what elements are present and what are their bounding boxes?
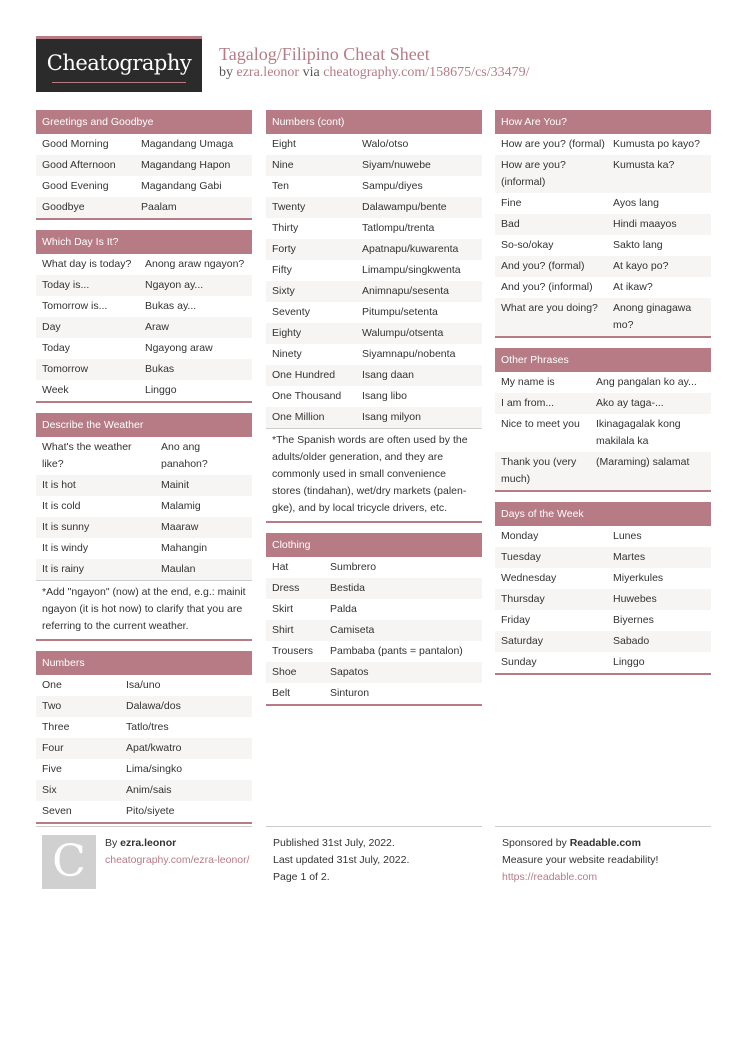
- section-which-day: [36, 230, 252, 403]
- table-row: [36, 437, 252, 475]
- translation-cell: Maaraw: [161, 521, 199, 533]
- translation-cell: Lunes: [613, 530, 642, 542]
- section-title: Numbers: [36, 651, 252, 675]
- cheatography-logo[interactable]: [36, 36, 202, 92]
- term-cell: Trousers: [272, 645, 314, 657]
- term-cell: Good Evening: [42, 180, 109, 192]
- term-cell: It is hot: [42, 479, 76, 491]
- term-cell: Dress: [272, 582, 300, 594]
- term-cell: What day is today?: [42, 258, 132, 270]
- term-cell: Thirty: [272, 222, 299, 234]
- table-row: [495, 155, 711, 193]
- translation-cell: Magandang Gabi: [141, 180, 222, 192]
- translation-cell: Sinturon: [330, 687, 370, 699]
- translation-cell: Ano ang panahon?: [161, 441, 208, 470]
- logo-underline: [52, 82, 186, 83]
- table-row: [36, 696, 252, 717]
- translation-cell: Anong ginagawa mo?: [613, 302, 692, 331]
- term-cell: Twenty: [272, 201, 306, 213]
- author-avatar[interactable]: C: [42, 835, 96, 889]
- table-row: [36, 675, 252, 696]
- table-row: [495, 393, 711, 414]
- translation-cell: Magandang Umaga: [141, 138, 234, 150]
- table-row: [495, 214, 711, 235]
- table-row: [36, 338, 252, 359]
- term-cell: Shirt: [272, 624, 294, 636]
- section-rows: [495, 134, 711, 336]
- term-cell: Today: [42, 342, 71, 354]
- section-title: Days of the Week: [495, 502, 711, 526]
- table-row: [36, 155, 252, 176]
- table-row: [36, 496, 252, 517]
- table-row: [495, 652, 711, 673]
- term-cell: Fifty: [272, 264, 292, 276]
- table-row: [495, 414, 711, 452]
- table-row: [495, 589, 711, 610]
- translation-cell: Huwebes: [613, 593, 657, 605]
- translation-cell: Animnapu/sesenta: [362, 285, 449, 297]
- sponsored-by: Sponsored by: [502, 837, 570, 849]
- translation-cell: Siyam/nuwebe: [362, 159, 431, 171]
- section-rows: [495, 372, 711, 490]
- term-cell: Week: [42, 384, 69, 396]
- section-greetings: [36, 110, 252, 220]
- translation-cell: Ayos lang: [613, 197, 659, 209]
- term-cell: Friday: [501, 614, 531, 626]
- term-cell: What's the weather like?: [42, 441, 132, 470]
- table-row: [495, 134, 711, 155]
- translation-cell: Kumusta ka?: [613, 159, 675, 171]
- translation-cell: Lima/singko: [126, 763, 183, 775]
- page-number: Page 1 of 2.: [273, 871, 330, 883]
- translation-cell: Maulan: [161, 563, 196, 575]
- table-row: [495, 526, 711, 547]
- table-row: [36, 738, 252, 759]
- term-cell: Today is...: [42, 279, 90, 291]
- footer-author-url[interactable]: cheatography.com/ezra-leonor/: [105, 854, 250, 866]
- page-title: Tagalog/Filipino Cheat Sheet: [219, 44, 430, 64]
- term-cell: Skirt: [272, 603, 293, 615]
- table-row: [36, 275, 252, 296]
- translation-cell: Pitumpu/setenta: [362, 306, 438, 318]
- table-row: [266, 599, 482, 620]
- section-title: Describe the Weather: [36, 413, 252, 437]
- translation-cell: Mahangin: [161, 542, 208, 554]
- table-row: [266, 260, 482, 281]
- term-cell: Four: [42, 742, 64, 754]
- table-row: [266, 386, 482, 407]
- section-rows: [36, 675, 252, 822]
- table-row: [36, 559, 252, 580]
- term-cell: It is cold: [42, 500, 81, 512]
- sponsor-name[interactable]: Readable.com: [569, 837, 641, 849]
- term-cell: Bad: [501, 218, 520, 230]
- translation-cell: Bukas: [145, 363, 175, 375]
- table-row: [36, 759, 252, 780]
- table-row: [36, 359, 252, 380]
- table-row: [36, 296, 252, 317]
- term-cell: Belt: [272, 687, 291, 699]
- translation-cell: Sakto lang: [613, 239, 663, 251]
- translation-cell: Sumbrero: [330, 561, 377, 573]
- term-cell: My name is: [501, 376, 555, 388]
- translation-cell: Anong araw ngayon?: [145, 258, 245, 270]
- term-cell: Five: [42, 763, 62, 775]
- term-cell: One: [42, 679, 62, 691]
- term-cell: How are you? (informal): [501, 159, 566, 188]
- section-rows: [266, 134, 482, 428]
- table-row: [266, 407, 482, 428]
- term-cell: Good Afternoon: [42, 159, 116, 171]
- translation-cell: Bestida: [330, 582, 366, 594]
- term-cell: Eighty: [272, 327, 302, 339]
- term-cell: Wednesday: [501, 572, 557, 584]
- table-row: [266, 557, 482, 578]
- table-row: [495, 298, 711, 336]
- table-row: [266, 239, 482, 260]
- translation-cell: Kumusta po kayo?: [613, 138, 700, 150]
- translation-cell: Paalam: [141, 201, 177, 213]
- term-cell: Two: [42, 700, 62, 712]
- term-cell: Monday: [501, 530, 539, 542]
- term-cell: One Million: [272, 411, 325, 423]
- translation-cell: Sabado: [613, 635, 650, 647]
- translation-cell: Ako ay taga-...: [596, 397, 664, 409]
- byline: [219, 65, 530, 81]
- column-2: [266, 110, 482, 716]
- table-row: [266, 641, 482, 662]
- translation-cell: Limampu/singkwenta: [362, 264, 461, 276]
- translation-cell: Pito/siyete: [126, 805, 175, 817]
- section-how-are-you: [495, 110, 711, 338]
- table-row: [266, 683, 482, 704]
- term-cell: Thursday: [501, 593, 545, 605]
- term-cell: What are you doing?: [501, 302, 598, 314]
- translation-cell: Bukas ay...: [145, 300, 197, 312]
- section-note: *The Spanish words are often used by the adults/older generation, and they are commonly used in small convenience stores (tindahan), wet/dry markets (palen-gke), and by local tricycle drivers, etc.: [266, 428, 482, 521]
- translation-cell: Dalawa/dos: [126, 700, 181, 712]
- table-row: [266, 578, 482, 599]
- term-cell: Good Morning: [42, 138, 109, 150]
- column-3: [495, 110, 711, 685]
- term-cell: Three: [42, 721, 70, 733]
- translation-cell: Mainit: [161, 479, 190, 491]
- term-cell: Sixty: [272, 285, 295, 297]
- term-cell: Nice to meet you: [501, 418, 580, 430]
- translation-cell: Miyerkules: [613, 572, 664, 584]
- section-title: Clothing: [266, 533, 482, 557]
- table-row: [266, 302, 482, 323]
- footer-author: [36, 826, 252, 887]
- term-cell: Fine: [501, 197, 522, 209]
- table-row: [266, 155, 482, 176]
- term-cell: Goodbye: [42, 201, 85, 213]
- table-row: [266, 620, 482, 641]
- term-cell: Sunday: [501, 656, 537, 668]
- translation-cell: Pambaba (pants = pantalon): [330, 645, 463, 657]
- section-weather: [36, 413, 252, 641]
- table-row: [266, 197, 482, 218]
- term-cell: Seventy: [272, 306, 310, 318]
- section-rows: [36, 254, 252, 401]
- footer-by: By: [105, 837, 121, 849]
- translation-cell: (Maraming) salamat: [596, 456, 690, 468]
- term-cell: Day: [42, 321, 61, 333]
- translation-cell: Isang daan: [362, 369, 414, 381]
- translation-cell: Sapatos: [330, 666, 369, 678]
- translation-cell: Dalawampu/bente: [362, 201, 447, 213]
- translation-cell: Linggo: [613, 656, 645, 668]
- table-row: [36, 538, 252, 559]
- author-link[interactable]: ezra.leonor: [236, 65, 300, 80]
- sponsor-url[interactable]: https://readable.com: [502, 871, 598, 883]
- translation-cell: Apatnapu/kuwarenta: [362, 243, 459, 255]
- table-row: [495, 547, 711, 568]
- translation-cell: Linggo: [145, 384, 177, 396]
- term-cell: Nine: [272, 159, 294, 171]
- table-row: [266, 218, 482, 239]
- term-cell: Tomorrow is...: [42, 300, 108, 312]
- section-note: *Add "ngayon" (now) at the end, e.g.: mainit ngayon (it is hot now) to clarify that you are referring to the current weather.: [36, 580, 252, 639]
- term-cell: Eight: [272, 138, 296, 150]
- term-cell: It is windy: [42, 542, 89, 554]
- table-row: [495, 277, 711, 298]
- table-row: [36, 254, 252, 275]
- translation-cell: Tatlompu/trenta: [362, 222, 435, 234]
- table-row: [495, 452, 711, 490]
- footer-sponsor: [495, 826, 711, 886]
- translation-cell: Ang pangalan ko ay...: [596, 376, 697, 388]
- term-cell: Forty: [272, 243, 296, 255]
- logo-text: Cheatography: [46, 51, 192, 75]
- translation-cell: Walo/otso: [362, 138, 409, 150]
- translation-cell: At ikaw?: [613, 281, 653, 293]
- footer-dates: [266, 826, 482, 886]
- section-rows: [36, 134, 252, 218]
- section-title: How Are You?: [495, 110, 711, 134]
- translation-cell: Ngayon ay...: [145, 279, 204, 291]
- table-row: [266, 344, 482, 365]
- term-cell: One Thousand: [272, 390, 342, 402]
- section-numbers: [36, 651, 252, 824]
- term-cell: Hat: [272, 561, 289, 573]
- table-row: [495, 256, 711, 277]
- translation-cell: Camiseta: [330, 624, 375, 636]
- term-cell: Thank you (very much): [501, 456, 577, 485]
- translation-cell: At kayo po?: [613, 260, 669, 272]
- table-row: [495, 235, 711, 256]
- column-1: [36, 110, 252, 834]
- section-rows: [266, 557, 482, 704]
- translation-cell: Sampu/diyes: [362, 180, 423, 192]
- published-date: Published 31st July, 2022.: [273, 837, 395, 849]
- table-row: [266, 662, 482, 683]
- table-row: [36, 317, 252, 338]
- table-row: [495, 193, 711, 214]
- translation-cell: Walumpu/otsenta: [362, 327, 444, 339]
- translation-cell: Biyernes: [613, 614, 654, 626]
- updated-date: Last updated 31st July, 2022.: [273, 854, 410, 866]
- table-row: [266, 365, 482, 386]
- table-row: [495, 610, 711, 631]
- translation-cell: Tatlo/tres: [126, 721, 169, 733]
- section-title: Which Day Is It?: [36, 230, 252, 254]
- term-cell: One Hundred: [272, 369, 336, 381]
- term-cell: How are you? (formal): [501, 138, 605, 150]
- translation-cell: Magandang Hapon: [141, 159, 231, 171]
- table-row: [36, 380, 252, 401]
- section-title: Other Phrases: [495, 348, 711, 372]
- term-cell: Saturday: [501, 635, 544, 647]
- term-cell: And you? (informal): [501, 281, 593, 293]
- table-row: [36, 801, 252, 822]
- translation-cell: Ngayong araw: [145, 342, 213, 354]
- translation-cell: Palda: [330, 603, 357, 615]
- table-row: [495, 631, 711, 652]
- translation-cell: Ikinagagalak kong makilala ka: [596, 418, 681, 447]
- table-row: [36, 197, 252, 218]
- translation-cell: Araw: [145, 321, 169, 333]
- term-cell: Ten: [272, 180, 289, 192]
- term-cell: It is rainy: [42, 563, 85, 575]
- translation-cell: Hindi maayos: [613, 218, 677, 230]
- table-row: [36, 475, 252, 496]
- footer-author-name[interactable]: ezra.leonor: [120, 837, 177, 849]
- table-row: [36, 134, 252, 155]
- term-cell: It is sunny: [42, 521, 90, 533]
- translation-cell: Isang milyon: [362, 411, 421, 423]
- section-numbers-cont: [266, 110, 482, 523]
- byline-by: by: [219, 65, 237, 80]
- term-cell: And you? (formal): [501, 260, 585, 272]
- term-cell: Ninety: [272, 348, 302, 360]
- term-cell: Shoe: [272, 666, 297, 678]
- table-row: [495, 568, 711, 589]
- table-row: [266, 323, 482, 344]
- term-cell: Seven: [42, 805, 72, 817]
- translation-cell: Apat/kwatro: [126, 742, 182, 754]
- translation-cell: Anim/sais: [126, 784, 172, 796]
- byline-via: via: [299, 65, 324, 80]
- translation-cell: Siyamnapu/nobenta: [362, 348, 456, 360]
- term-cell: Tomorrow: [42, 363, 89, 375]
- table-row: [36, 517, 252, 538]
- sponsor-tagline: Measure your website readability!: [502, 854, 659, 866]
- term-cell: Tuesday: [501, 551, 541, 563]
- section-rows: [495, 526, 711, 673]
- translation-cell: Malamig: [161, 500, 201, 512]
- table-row: [266, 281, 482, 302]
- section-clothing: [266, 533, 482, 706]
- term-cell: So-so/okay: [501, 239, 554, 251]
- section-days: [495, 502, 711, 675]
- section-rows: [36, 437, 252, 580]
- translation-cell: Isang libo: [362, 390, 407, 402]
- term-cell: Six: [42, 784, 57, 796]
- translation-cell: Isa/uno: [126, 679, 161, 691]
- translation-cell: Martes: [613, 551, 646, 563]
- table-row: [495, 372, 711, 393]
- table-row: [36, 717, 252, 738]
- table-row: [266, 176, 482, 197]
- table-row: [36, 176, 252, 197]
- section-title: Numbers (cont): [266, 110, 482, 134]
- section-title: Greetings and Goodbye: [36, 110, 252, 134]
- sheet-url-link[interactable]: cheatography.com/158675/cs/33479/: [323, 65, 530, 80]
- section-other-phrases: [495, 348, 711, 492]
- table-row: [36, 780, 252, 801]
- table-row: [266, 134, 482, 155]
- term-cell: I am from...: [501, 397, 555, 409]
